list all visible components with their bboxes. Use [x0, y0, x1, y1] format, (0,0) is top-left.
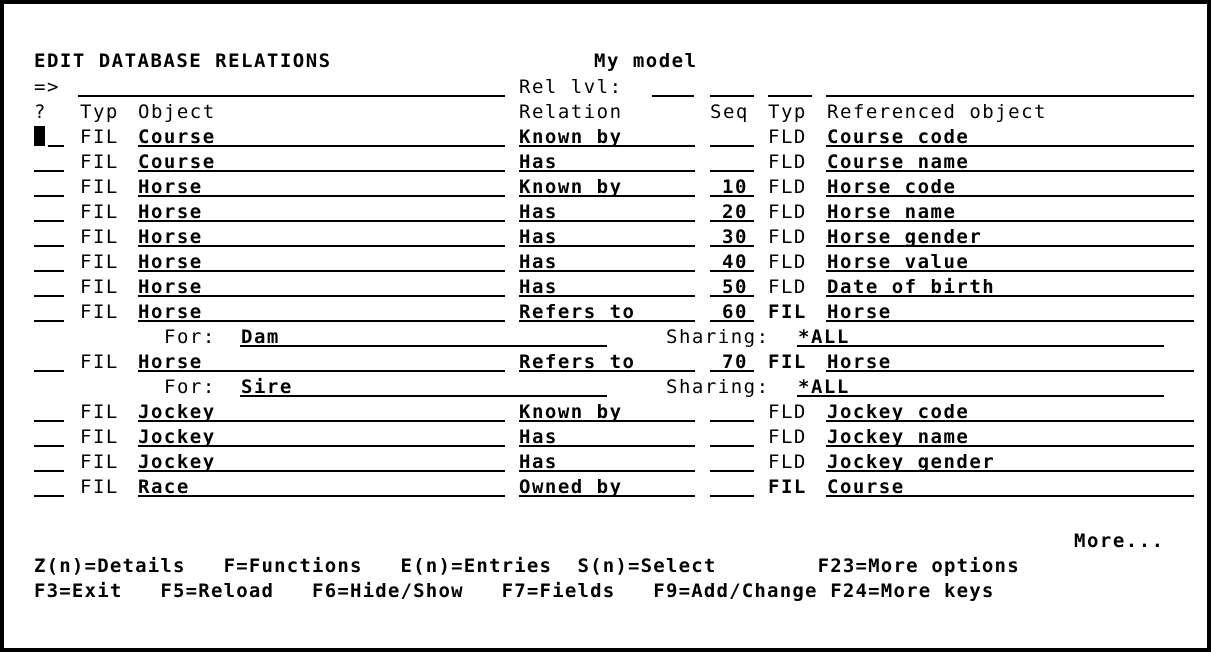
- row-ref-object: Horse code: [827, 176, 957, 198]
- row-select-input[interactable]: [34, 401, 64, 422]
- row-relation: Known by: [519, 126, 623, 148]
- row-object: Horse: [138, 276, 203, 298]
- row-seq-field[interactable]: [710, 401, 754, 422]
- model-name: My model: [594, 50, 698, 72]
- row-type: FIL: [80, 276, 119, 298]
- row-select-input[interactable]: [34, 151, 64, 172]
- rel-level-input[interactable]: [652, 76, 694, 97]
- for-value: Sire: [241, 376, 293, 398]
- col-header-type: Typ: [80, 101, 119, 123]
- row-object: Horse: [138, 251, 203, 273]
- row-ref-type: FIL: [768, 301, 807, 323]
- row-type: FIL: [80, 401, 119, 423]
- col-header-object: Object: [138, 101, 216, 123]
- sharing-field[interactable]: [797, 376, 1164, 397]
- row-object: Course: [138, 151, 216, 173]
- row-type: FIL: [80, 426, 119, 448]
- row-object-field[interactable]: [138, 476, 505, 497]
- row-type: FIL: [80, 201, 119, 223]
- row-ref-type: FLD: [768, 176, 807, 198]
- function-keys-line2: F3=Exit F5=Reload F6=Hide/Show F7=Fields F9=Add/Change F24=More keys: [34, 580, 995, 602]
- sharing-field[interactable]: [797, 326, 1164, 347]
- row-object: Race: [138, 476, 190, 498]
- for-label: For:: [164, 376, 216, 398]
- row-relation: Refers to: [519, 351, 636, 373]
- row-ref-type: FLD: [768, 401, 807, 423]
- row-seq-field[interactable]: [710, 451, 754, 472]
- row-relation: Has: [519, 226, 558, 248]
- row-type: FIL: [80, 126, 119, 148]
- col-header-seq: Seq: [710, 101, 749, 123]
- row-ref-type: FLD: [768, 426, 807, 448]
- row-seq: 10: [722, 176, 748, 198]
- row-object: Horse: [138, 226, 203, 248]
- sharing-value: *ALL: [798, 376, 850, 398]
- row-ref-object: Jockey name: [827, 426, 970, 448]
- row-object: Course: [138, 126, 216, 148]
- row-ref-object: Horse: [827, 351, 892, 373]
- row-object: Horse: [138, 176, 203, 198]
- row-ref-type: FLD: [768, 251, 807, 273]
- row-type: FIL: [80, 151, 119, 173]
- col-header-ref-object: Referenced object: [827, 101, 1047, 123]
- row-select-input[interactable]: [34, 226, 64, 247]
- col-header-select: ?: [34, 101, 47, 123]
- row-ref-type: FLD: [768, 226, 807, 248]
- row-select-input[interactable]: [34, 451, 64, 472]
- row-type: FIL: [80, 351, 119, 373]
- sharing-value: *ALL: [798, 326, 850, 348]
- row-type: FIL: [80, 301, 119, 323]
- row-ref-object: Jockey code: [827, 401, 970, 423]
- row-seq: 70: [722, 351, 748, 373]
- row-object: Horse: [138, 201, 203, 223]
- row-ref-type: FIL: [768, 351, 807, 373]
- row-object: Horse: [138, 351, 203, 373]
- row-type: FIL: [80, 476, 119, 498]
- reftyp-filter-input[interactable]: [768, 76, 812, 97]
- command-prompt: =>: [34, 76, 60, 98]
- row-relation: Known by: [519, 176, 623, 198]
- row-relation: Known by: [519, 401, 623, 423]
- col-header-ref-type: Typ: [768, 101, 807, 123]
- row-type: FIL: [80, 251, 119, 273]
- for-label: For:: [164, 326, 216, 348]
- col-header-relation: Relation: [519, 101, 623, 123]
- row-relation: Has: [519, 251, 558, 273]
- row-type: FIL: [80, 176, 119, 198]
- row-object: Jockey: [138, 451, 216, 473]
- text-cursor: [34, 126, 45, 146]
- row-relation: Has: [519, 201, 558, 223]
- row-select-input[interactable]: [34, 351, 64, 372]
- row-seq: 40: [722, 251, 748, 273]
- seq-filter-input[interactable]: [710, 76, 754, 97]
- function-keys-line1: Z(n)=Details F=Functions E(n)=Entries S(n)=Select F23=More options: [34, 555, 1020, 577]
- row-ref-type: FIL: [768, 476, 807, 498]
- row-seq-field[interactable]: [710, 476, 754, 497]
- row-ref-type: FLD: [768, 276, 807, 298]
- row-relation: Owned by: [519, 476, 623, 498]
- refobj-filter-input[interactable]: [826, 76, 1194, 97]
- row-object: Jockey: [138, 401, 216, 423]
- row-seq-field[interactable]: [710, 126, 754, 147]
- sharing-label: Sharing:: [666, 376, 770, 398]
- row-ref-object: Horse: [827, 301, 892, 323]
- row-seq-field[interactable]: [710, 151, 754, 172]
- row-ref-object: Jockey gender: [827, 451, 996, 473]
- row-seq: 30: [722, 226, 748, 248]
- more-indicator: More...: [1074, 530, 1165, 552]
- for-field[interactable]: [240, 326, 607, 347]
- for-field[interactable]: [240, 376, 607, 397]
- row-select-input[interactable]: [34, 251, 64, 272]
- row-object: Jockey: [138, 426, 216, 448]
- row-ref-type: FLD: [768, 126, 807, 148]
- row-seq: 60: [722, 301, 748, 323]
- row-relation: Has: [519, 151, 558, 173]
- row-select-input[interactable]: [34, 201, 64, 222]
- row-ref-type: FLD: [768, 151, 807, 173]
- row-relation: Has: [519, 451, 558, 473]
- row-ref-object: Horse value: [827, 251, 970, 273]
- row-object: Horse: [138, 301, 203, 323]
- row-relation: Has: [519, 426, 558, 448]
- row-select-input[interactable]: [34, 276, 64, 297]
- row-select-input[interactable]: [34, 476, 64, 497]
- row-ref-object: Horse name: [827, 201, 957, 223]
- screen-title: EDIT DATABASE RELATIONS: [34, 50, 332, 72]
- rel-level-label: Rel lvl:: [519, 76, 623, 98]
- row-seq: 20: [722, 201, 748, 223]
- row-seq-field[interactable]: [710, 426, 754, 447]
- row-ref-object: Course: [827, 476, 905, 498]
- row-select-input[interactable]: [34, 176, 64, 197]
- row-relation: Has: [519, 276, 558, 298]
- row-type: FIL: [80, 226, 119, 248]
- row-ref-object: Horse gender: [827, 226, 983, 248]
- sharing-label: Sharing:: [666, 326, 770, 348]
- row-ref-type: FLD: [768, 201, 807, 223]
- row-ref-object: Course code: [827, 126, 970, 148]
- row-select-input[interactable]: [34, 426, 64, 447]
- for-value: Dam: [241, 326, 280, 348]
- row-seq: 50: [722, 276, 748, 298]
- row-select-input[interactable]: [48, 126, 64, 147]
- row-ref-object: Date of birth: [827, 276, 996, 298]
- row-ref-object: Course name: [827, 151, 970, 173]
- row-select-input[interactable]: [34, 301, 64, 322]
- row-relation: Refers to: [519, 301, 636, 323]
- row-type: FIL: [80, 451, 119, 473]
- row-ref-type: FLD: [768, 451, 807, 473]
- command-input[interactable]: [78, 76, 505, 97]
